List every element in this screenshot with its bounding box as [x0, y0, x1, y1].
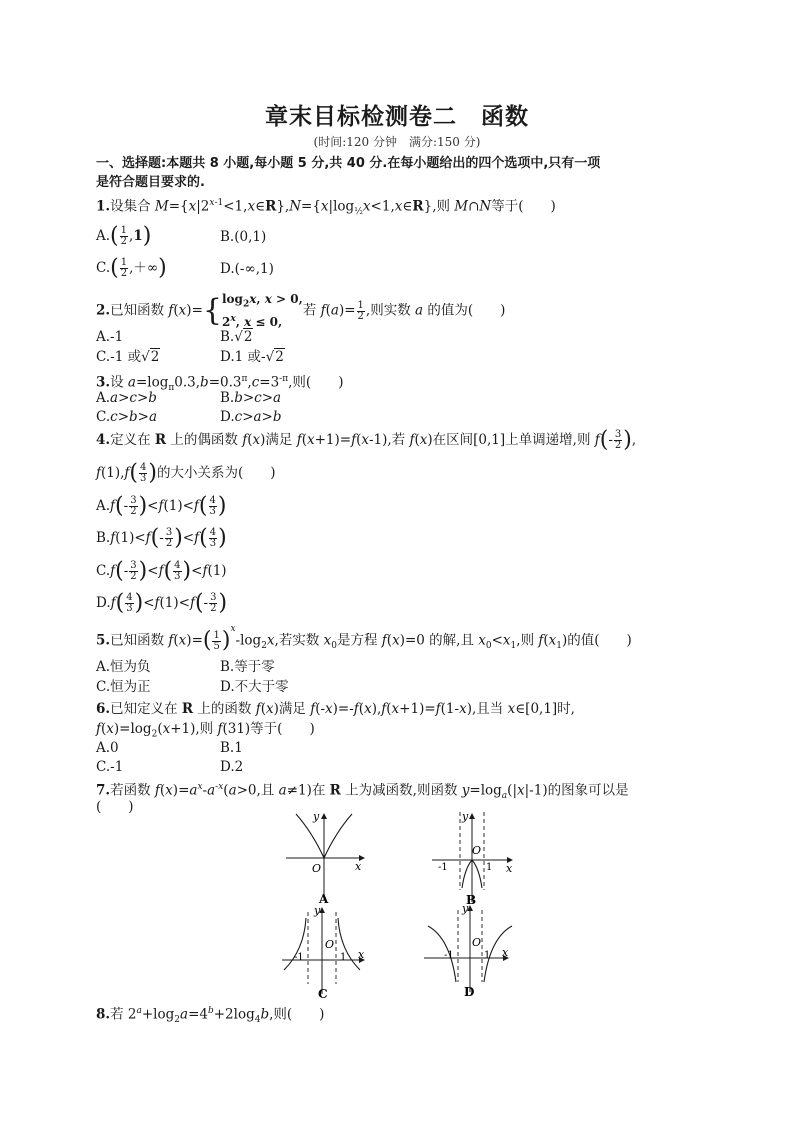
axis-label-y: y: [462, 902, 469, 915]
axis-label-y: y: [462, 810, 469, 823]
q2-option-c[interactable]: C.-1 或√2: [96, 349, 160, 365]
axis-label-x: x: [358, 948, 365, 961]
q3-stem: 3.设 $a=\log_\pi 0.3,b=0.3^\pi,c=3^{-\pi}$,则( ): [96, 374, 344, 394]
axis-label-x: x: [355, 860, 362, 873]
graph-label-c: C: [318, 987, 328, 1000]
q5-option-a[interactable]: A.恒为负: [96, 659, 151, 675]
axis-label-x: x: [502, 946, 509, 959]
q6-option-c[interactable]: C.-1: [96, 759, 124, 775]
q6-option-a[interactable]: A.0: [96, 740, 119, 756]
section-heading-line1: 一、选择题:本题共 8 小题,每小题 5 分,共 40 分.在每小题给出的四个选项中,只有一项: [96, 156, 601, 171]
q4-option-b[interactable]: B.f(1)<f(- $\frac{3}{2}$ )<f( $\frac{4}{3}$ ): [96, 525, 227, 551]
q1-option-d[interactable]: D.(-∞,1): [220, 261, 274, 277]
axis-label-x: x: [506, 862, 513, 875]
q1-option-a[interactable]: A.( $\frac{1}{2}$ ,1): [96, 223, 152, 249]
q4-stem-line1: 4.定义在 R 上的偶函数 f(x)满足 f(x+1)=f(x-1),若 f(x)在区间[0,1]上单调递增,则 f(- $\frac{3}{2}$ ),: [96, 427, 637, 453]
origin-label: O: [325, 938, 335, 951]
tick-label-one: 1: [484, 950, 491, 961]
graph-label-d: D: [464, 985, 475, 998]
graph-d[interactable]: [420, 898, 516, 998]
graph-b[interactable]: [428, 810, 520, 906]
q6-option-b[interactable]: B.1: [220, 740, 243, 756]
q5-option-b[interactable]: B.等于零: [220, 659, 275, 675]
q2-stem: 2.已知函数 $f(x)=\{\log_2x$, x > 0, 2$^x$, x ≤ 0,若 f(a)= $\frac{1}{2}$ ,则实数 a 的值为( ): [96, 292, 506, 330]
q2-option-b[interactable]: B.√2: [220, 329, 253, 345]
q5-stem: 5.已知函数 f(x)=( $\frac{1}{5}$ )$^x-\log_2x$,若实数 $x_0$是方程 f(x)=0 的解,且 $x_0<x_1$,则 $f(x_1)$的值( ): [96, 624, 632, 653]
q1-option-c[interactable]: C.( $\frac{1}{2}$ ,＋∞): [96, 255, 167, 281]
q6-stem-line1: 6.已知定义在 R 上的函数 f(x)满足 f(-x)=-f(x),f(x+1)=f(1-x),且当 x∈[0,1]时,: [96, 701, 575, 717]
exam-info: (时间:120 分钟 满分:150 分): [313, 135, 481, 149]
q2-option-d[interactable]: D.1 或-√2: [220, 349, 284, 365]
tick-label-neg-one: -1: [294, 952, 304, 963]
q6-option-d[interactable]: D.2: [220, 759, 244, 775]
q3-option-b[interactable]: B.b>c>a: [220, 390, 282, 406]
q4-option-a[interactable]: A.f(- $\frac{3}{2}$ )<f(1)<f( $\frac{4}{3}$ ): [96, 493, 227, 519]
q2-option-a[interactable]: A.-1: [96, 329, 124, 345]
q8-stem: 8.若 $2^a+\log_2a=4^b+2\log_4b$,则( ): [96, 1006, 325, 1026]
tick-label-one: 1: [486, 862, 493, 873]
graph-c[interactable]: [278, 902, 370, 1000]
q5-option-d[interactable]: D.不大于零: [220, 679, 289, 695]
tick-label-neg-one: -1: [438, 862, 448, 873]
q5-option-c[interactable]: C.恒为正: [96, 679, 151, 695]
q3-option-d[interactable]: D.c>a>b: [220, 409, 282, 425]
axis-label-y: y: [313, 810, 320, 823]
origin-label: O: [472, 936, 482, 949]
origin-label: O: [312, 862, 322, 875]
q4-option-c[interactable]: C.f(- $\frac{3}{2}$ )<f( $\frac{4}{3}$ )<f(1): [96, 558, 227, 584]
q4-option-d[interactable]: D.f( $\frac{4}{3}$ )<f(1)<f(- $\frac{3}{2}$ ): [96, 590, 228, 616]
q3-option-c[interactable]: C.c>b>a: [96, 409, 158, 425]
q7-stem-line2: ( ): [96, 799, 134, 815]
graph-label-a: A: [319, 892, 329, 904]
tick-label-neg-one: -1: [444, 950, 454, 961]
q6-stem-line2: $f(x)=\log_2(x+1)$,则 f(31)等于( ): [96, 721, 315, 740]
section-heading-line2: 是符合题目要求的.: [96, 175, 205, 190]
page-title: 章末目标检测卷二 函数: [265, 104, 529, 130]
q7-stem-line1: 7.若函数 $f(x)=a^x-a^{-x}(a>0$,且 a≠1)在 R 上为减函数,则函数 $y=\log_a(|x|-1)$的图象可以是: [96, 782, 629, 802]
q3-option-a[interactable]: A.a>c>b: [96, 390, 157, 406]
q1-option-b[interactable]: B.(0,1): [220, 229, 267, 245]
graph-a[interactable]: [282, 808, 372, 904]
q1-stem: 1.设集合 $M=\{x|2^{x-1}<1,x\in R\},N=\{x|\log_{\frac{1}{2}}x<1,x\in R\}$,则 M∩N等于( ): [96, 198, 556, 218]
origin-label: O: [472, 844, 482, 857]
q4-stem-line2: f(1),f( $\frac{4}{3}$ )的大小关系为( ): [96, 460, 276, 486]
axis-label-y: y: [314, 904, 321, 917]
graph-label-b: B: [466, 893, 477, 906]
tick-label-one: 1: [340, 952, 347, 963]
